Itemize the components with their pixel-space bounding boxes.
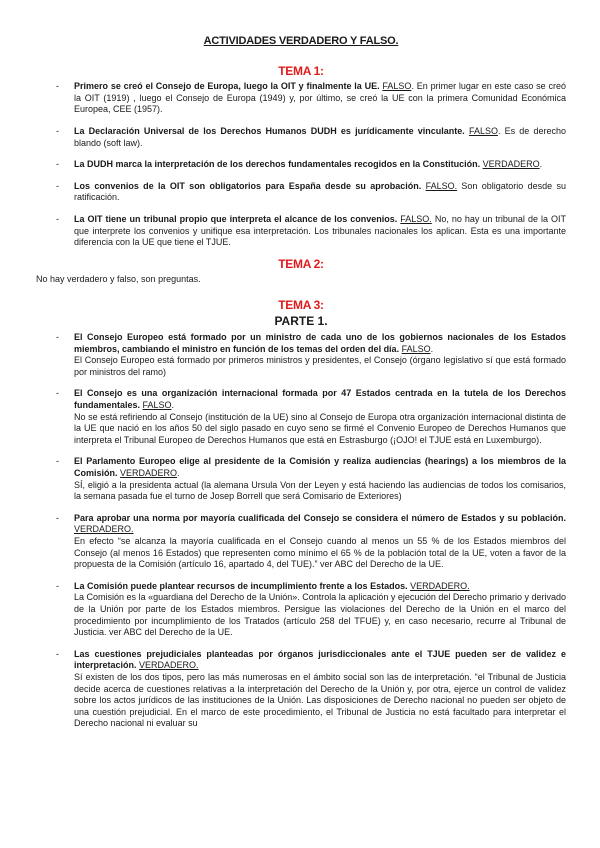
list-item (36, 649, 566, 730)
statement: El Consejo es una organización internacional formada por 47 Estados centrada en la tutela de los Derechos fundamentales. (74, 388, 566, 411)
list-item (36, 126, 566, 149)
list-item (36, 159, 566, 171)
list-item (36, 181, 566, 204)
verdict: VERDADERO. (410, 580, 470, 591)
bullet-dash: - (56, 332, 59, 343)
bullet-dash: - (56, 512, 59, 523)
statement: Primero se creó el Consejo de Europa, luego la OIT y finalmente la UE. (74, 81, 380, 92)
list-item (36, 456, 566, 502)
statement: La Declaración Universal de los Derechos Humanos DUDH es jurídicamente vinculante. (74, 125, 465, 136)
statement: La Comisión puede plantear recursos de incumplimiento frente a los Estados. (74, 580, 408, 591)
list-item (36, 81, 566, 116)
verdict-punct: . (430, 343, 434, 354)
bullet-dash: - (56, 213, 59, 224)
explanation: Son obligatorio desde su ratificación. (74, 180, 566, 203)
explanation: . (539, 159, 543, 170)
verdict: VERDADERO (482, 159, 540, 170)
explanation: El Consejo Europeo está formado por primeros ministros y presidentes, el Consejo (órgano legislativo sí que está formado por ministros del ramo) (74, 355, 566, 377)
verdict: VERDADERO (120, 468, 178, 479)
list-item (36, 388, 566, 446)
explanation: No se está refiriendo al Consejo (institución de la UE) sino al Consejo de Europa otra organización internacional distinta de la UE que nació en los años 50 del siglo pasado en cuyo seno se firmé el Convenio Europeo de Derechos Humanos que interpreta el Tribunal Europeo de Derechos Humanos que está en Estrasburgo (¡OJO! el TJUE está en Luxemburgo). (74, 411, 566, 445)
verdict: FALSO (401, 343, 431, 354)
list-item (36, 214, 566, 249)
bullet-dash: - (56, 388, 59, 399)
section-note: No hay verdadero y falso, son preguntas. (36, 274, 201, 285)
explanation: . En primer lugar en este caso se creó la OIT (1919) , luego el Consejo de Europa (1949) y, por último, se creó la UE con la primera Comunidad Económica Europea, CEE (1957). (74, 81, 566, 115)
verdict: FALSO (142, 400, 172, 411)
explanation: . Es de derecho blando (soft law). (74, 125, 566, 148)
statement: Para aprobar una norma por mayoría cualificada del Consejo se considera el número de Estados y su población. (74, 512, 566, 523)
bullet-dash: - (56, 180, 59, 191)
page-title: ACTIVIDADES VERDADERO Y FALSO. (203, 35, 399, 47)
statement: Las cuestiones prejudiciales planteadas por órganos jurisdiccionales ante el TJUE pueden ser de validez e interpretación. (74, 648, 566, 671)
verdict: VERDADERO. (74, 524, 134, 535)
statement: El Consejo Europeo está formado por un ministro de cada uno de los gobiernos nacionales de los Estados miembros, cambiando el ministro en función de los temas del orden del día. (74, 332, 566, 354)
bullet-dash: - (56, 159, 59, 170)
verdict: FALSO. (425, 180, 458, 191)
bullet-dash: - (56, 648, 59, 659)
subsection-heading-parte-1: PARTE 1. (274, 313, 328, 328)
explanation: En efecto “se alcanza la mayoría cualificada en el Consejo cuando al menos un 55 % de los Estados miembros del Consejo (al menos 16 Estados) que representen como mínimo el 65 % de la población total de la UE, voten a favor de la propuesta de la Comisión (artículo 16, apartado 4, del TUE).” ver ABC del Derecho de la UE. (74, 536, 566, 570)
list-item (36, 513, 566, 571)
statement: La DUDH marca la interpretación de los derechos fundamentales recogidos en la Constitución. (74, 159, 481, 170)
explanation: Sí existen de los dos tipos, pero las más numerosas en el ámbito social son las de interpretación. “el Tribunal de Justicia decide acerca de cuestiones relativas a la interpretación del Derecho de la Unión y, por otra, ejerce un control de validez sobre los actos jurídicos de las instituciones de la Unión. Las disposiciones de Derecho nacional no pueden ser objeto de una cuestión prejudicial. En el marco de este procedimiento, el Tribunal de Justicia no está facultado para interpretar el Derecho nacional ni evaluar su (74, 671, 566, 729)
explanation: SÍ, eligió a la presidenta actual (la alemana Ursula Von der Leyen y está haciendo las audiencias de todos los comisarios, la semana pasada fue el turno de Josep Borrell que será Comisario de Exteriores) (74, 479, 566, 502)
statement: El Parlamento Europeo elige al presidente de la Comisión y realiza audiencias (hearings) a los miembros de la Comisión. (74, 456, 566, 479)
bullet-dash: - (56, 580, 59, 591)
explanation: No, no hay un tribunal de la OIT que interprete los convenios y unifique esa interpretación. Los tribunales nacionales los aplican. Esta es una importante diferencia con la UE que tiene el TJUE. (74, 213, 566, 248)
verdict: FALSO (382, 81, 412, 92)
explanation: La Comisión es la «guardiana del Derecho de la Unión». Controla la aplicación y ejecución del Derecho primario y derivado de la Unión por parte de los Estados miembros. Persigue las violaciones del Derecho de la Unión en el marco del procedimiento por incumplimiento de los Tratados (artículo 258 del TFUE) y, en caso necesario, recurre al Tribunal de Justicia. ver ABC del Derecho de la UE. (74, 592, 566, 638)
section-heading-tema-2: TEMA 2: (278, 256, 324, 271)
section-heading-tema-1: TEMA 1: (278, 63, 324, 78)
bullet-dash: - (56, 81, 59, 92)
verdict-punct: . (171, 400, 175, 411)
verdict: FALSO. (400, 213, 432, 224)
list-item (36, 581, 566, 639)
verdict: VERDADERO. (139, 660, 199, 671)
bullet-dash: - (56, 456, 59, 467)
list-item (36, 332, 566, 378)
verdict: FALSO (468, 125, 498, 136)
statement: La OIT tiene un tribunal propio que interpreta el alcance de los convenios. (74, 213, 398, 224)
section-heading-tema-3: TEMA 3: (278, 297, 324, 312)
statement: Los convenios de la OIT son obligatorios para España desde su aprobación. (74, 180, 422, 191)
bullet-dash: - (56, 125, 59, 136)
verdict-punct: . (177, 468, 180, 479)
